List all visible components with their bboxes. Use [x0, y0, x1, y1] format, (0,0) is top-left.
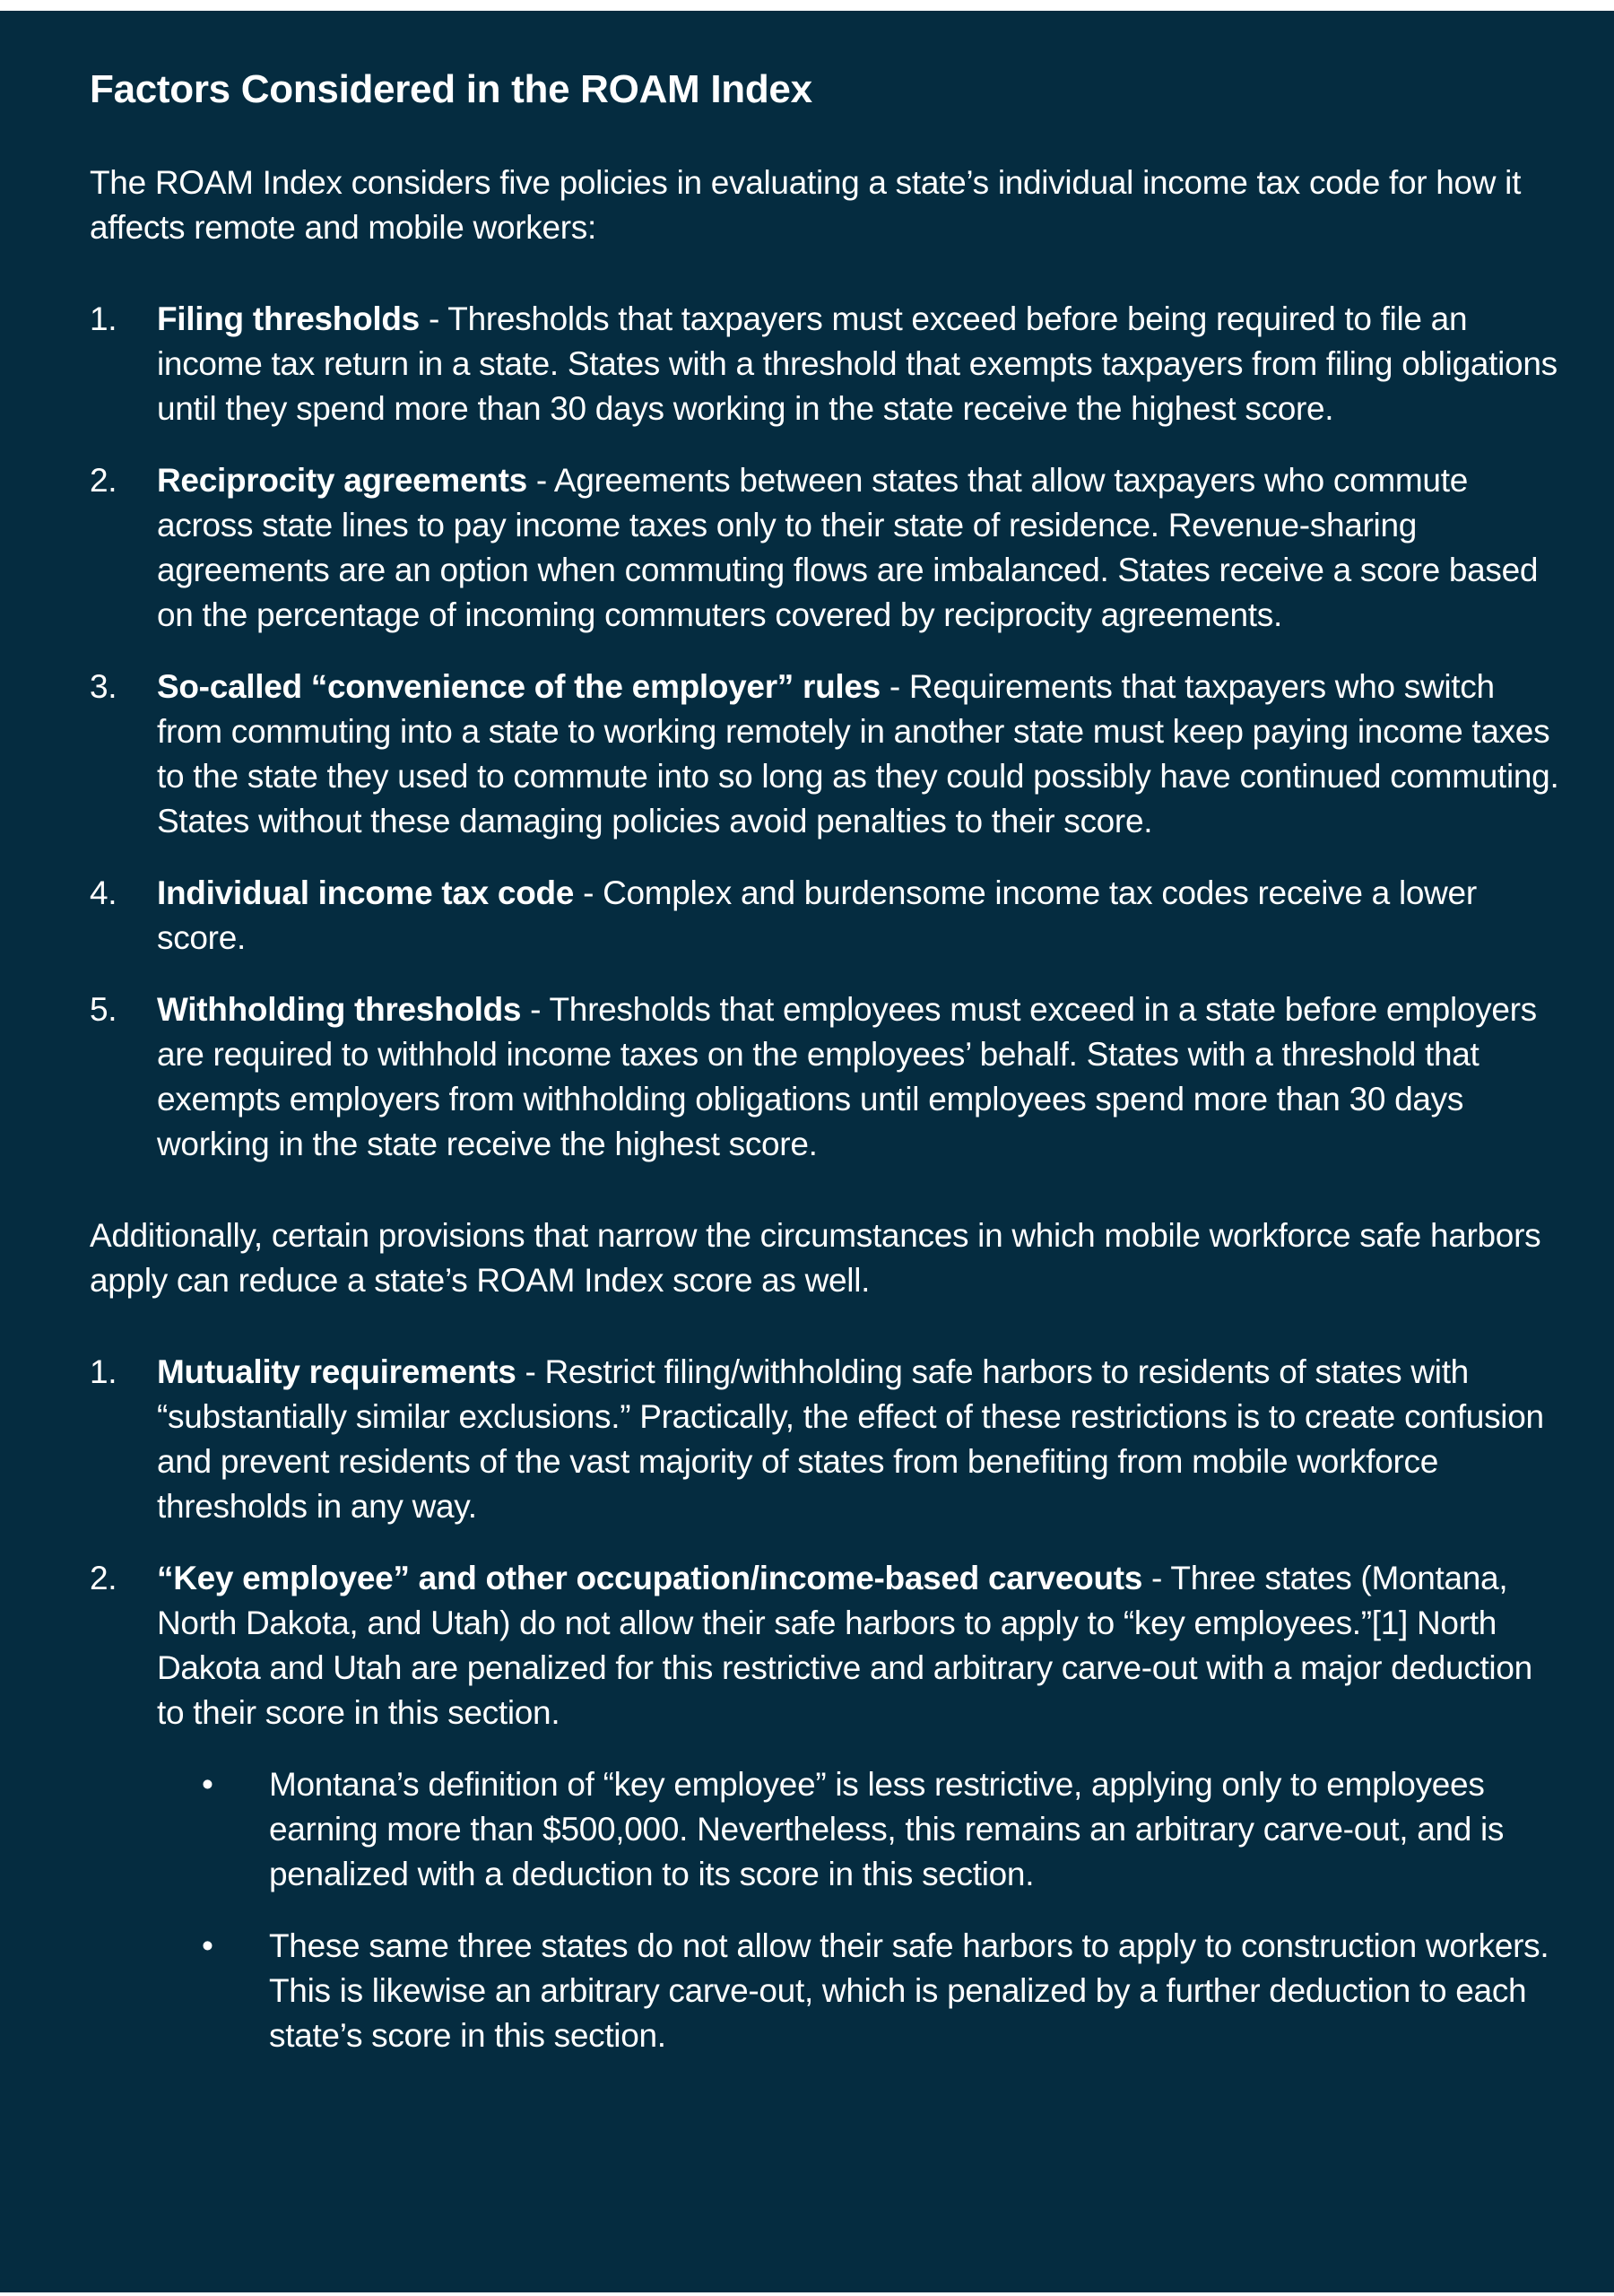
provision-description: - Restrict filing/withholding safe harbors to residents of states with “substantially similar exclusions.” Practically, the effect of these restrictions is to create confusion and prevent residents of the vast majority of states from benefiting from mobile workforce thresholds in any way. — [157, 1352, 1544, 1525]
factor-term: Filing thresholds — [157, 300, 420, 337]
factor-item — [90, 987, 1562, 1167]
factor-description: - Complex and burdensome income tax codes receive a lower score. — [157, 874, 1477, 956]
bullet-text: These same three states do not allow their safe harbors to apply to construction workers. This is likewise an arbitrary carve-out, which is penalized by a further deduction to each state’s score in this section. — [269, 1926, 1549, 2054]
factor-item — [90, 458, 1562, 638]
bullet-icon: • — [202, 1765, 213, 1803]
factor-description: - Thresholds that employees must exceed in a state before employers are required to withhold income taxes on the employees’ behalf. States with a threshold that exempts employers from withholding obligations until employees spend more than 30 days working in the state receive the highest score. — [157, 990, 1537, 1162]
provisions-list — [90, 1350, 1562, 2058]
list-number: 2. — [90, 1559, 117, 1596]
factor-item — [90, 665, 1562, 844]
bullet-icon: • — [202, 1926, 213, 1964]
bullet-text: Montana’s definition of “key employee” is less restrictive, applying only to employees earning more than $500,000. Nevertheless, this remains an arbitrary carve-out, and is penalized with a deduction to its score in this section. — [269, 1765, 1505, 1892]
list-number: 1. — [90, 1352, 117, 1390]
factor-description: - Thresholds that taxpayers must exceed before being required to file an income tax return in a state. States with a threshold that exempts taxpayers from filing obligations until they spend more than 30 days working in the state receive the highest score. — [157, 300, 1558, 427]
factor-item — [90, 871, 1562, 961]
factor-description: - Requirements that taxpayers who switch from commuting into a state to working remotely in another state must keep paying income taxes to the state they used to commute into so long as they could possibly have continued commuting. States without these damaging policies avoid penalties to their score. — [157, 667, 1559, 839]
list-number: 5. — [90, 990, 117, 1028]
additional-paragraph: Additionally, certain provisions that narrow the circumstances in which mobile workforce safe harbors apply can reduce a state’s ROAM Index score as well. — [90, 1216, 1541, 1299]
factor-term: Reciprocity agreements — [157, 461, 527, 499]
provision-term: “Key employee” and other occupation/income-based carveouts — [157, 1559, 1143, 1596]
factors-list — [90, 297, 1562, 1167]
provision-item — [90, 1556, 1562, 2058]
factor-item — [90, 297, 1562, 431]
factor-description: - Agreements between states that allow taxpayers who commute across state lines to pay income taxes only to their state of residence. Revenue-sharing agreements are an option when commuting flows are imbalanced. States receive a score based on the percentage of incoming commuters covered by reciprocity agreements. — [157, 461, 1539, 633]
provision-description: - Three states (Montana, North Dakota, and Utah) do not allow their safe harbors to apply to “key employees.”[1] North Dakota and Utah are penalized for this restrictive and arbitrary carve-out with a major deduction to their score in this section. — [157, 1559, 1532, 1731]
content-panel — [0, 11, 1614, 2292]
provision-item — [90, 1350, 1562, 1529]
factor-term: Individual income tax code — [157, 874, 575, 911]
carveout-bullets — [157, 1762, 1562, 2058]
bullet-item — [157, 1924, 1562, 2058]
list-number: 1. — [90, 300, 117, 337]
provision-term: Mutuality requirements — [157, 1352, 516, 1390]
bullet-item — [157, 1762, 1562, 1897]
list-number: 2. — [90, 461, 117, 499]
factor-term: So-called “convenience of the employer” rules — [157, 667, 881, 705]
list-number: 3. — [90, 667, 117, 705]
page-title: Factors Considered in the ROAM Index — [90, 67, 812, 111]
list-number: 4. — [90, 874, 117, 911]
factor-term: Withholding thresholds — [157, 990, 522, 1028]
intro-paragraph: The ROAM Index considers five policies in evaluating a state’s individual income tax code for how it affects remote and mobile workers: — [90, 163, 1522, 246]
